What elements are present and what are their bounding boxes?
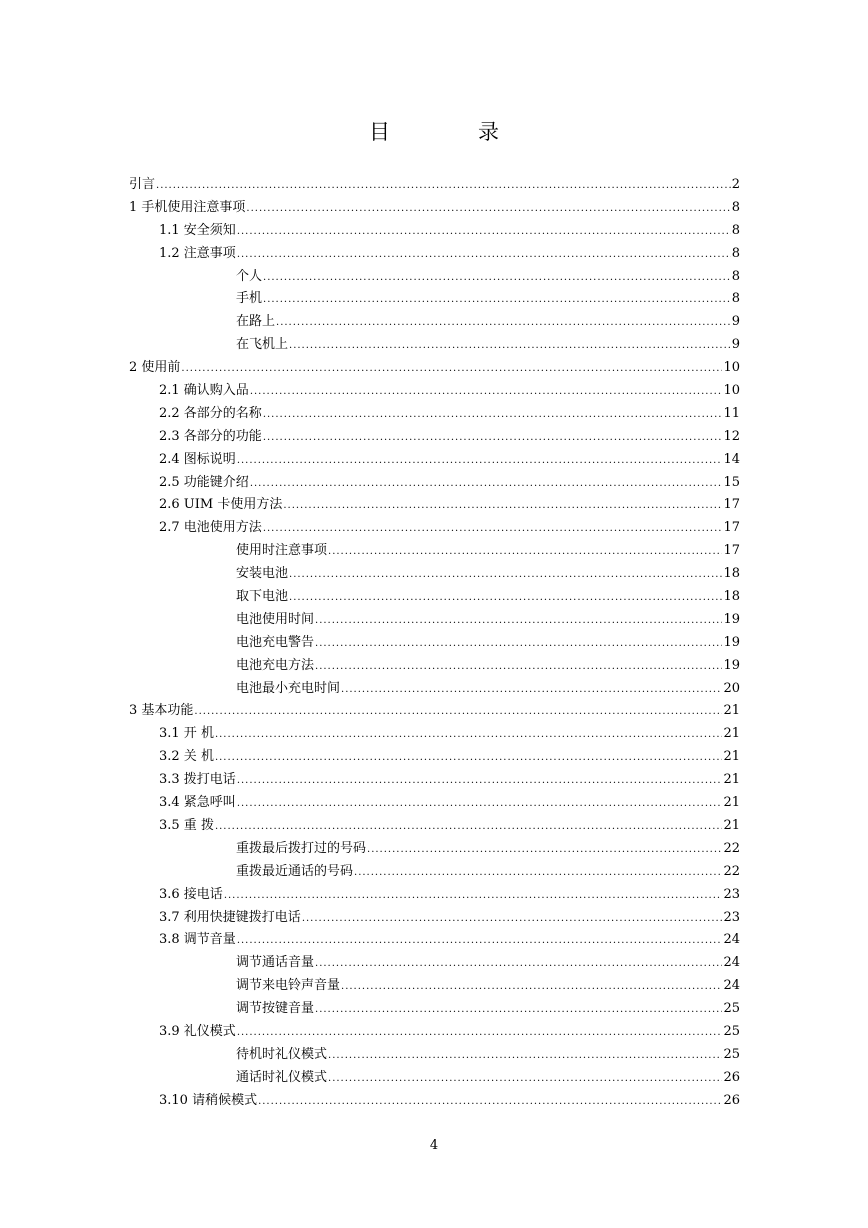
- toc-entry[interactable]: [129, 449, 740, 472]
- toc-entry-page-number: 9: [731, 314, 740, 330]
- toc-entry-page-number: 19: [723, 657, 740, 673]
- toc-dot-leader: [276, 312, 731, 335]
- title-left-char: 目: [369, 120, 390, 144]
- toc-entry[interactable]: [129, 929, 740, 952]
- toc-entry-page-number: 2: [731, 177, 740, 192]
- toc-dot-leader: [315, 953, 722, 976]
- toc-entry-label: 3.4 紧急呼叫: [159, 795, 236, 811]
- toc-dot-leader: [215, 747, 723, 770]
- toc-entry[interactable]: [129, 769, 740, 792]
- toc-entry-label: 3.5 重 拨: [159, 817, 214, 833]
- toc-dot-leader: [315, 999, 722, 1022]
- toc-entry[interactable]: [129, 288, 740, 311]
- toc-entry-label: 3.7 利用快捷键拨打电话: [159, 909, 301, 925]
- toc-entry[interactable]: [129, 1067, 740, 1090]
- toc-entry-label: 1.2 注意事项: [159, 245, 236, 261]
- toc-entry-label: 在路上: [236, 314, 276, 330]
- toc-entry-label: 3 基本功能: [129, 703, 194, 719]
- toc-entry-page-number: 9: [731, 337, 740, 353]
- toc-entry-label: 3.1 开 机: [159, 726, 214, 742]
- toc-entry-page-number: 26: [723, 1069, 740, 1085]
- toc-entry-page-number: 23: [723, 886, 740, 902]
- toc-entry-label: 2.6 UIM 卡使用方法: [159, 497, 283, 513]
- toc-entry-page-number: 20: [723, 680, 740, 696]
- page-title: [0, 116, 868, 146]
- toc-entry-page-number: 23: [723, 909, 740, 925]
- toc-entry[interactable]: [129, 723, 740, 746]
- toc-entry-label: 调节通话音量: [236, 955, 315, 971]
- toc-entry-label: 3.6 接电话: [159, 886, 223, 902]
- toc-entry-page-number: 17: [723, 543, 740, 559]
- toc-dot-leader: [283, 495, 722, 518]
- toc-entry-label: 3.8 调节音量: [159, 932, 236, 948]
- toc-dot-leader: [328, 1045, 722, 1068]
- toc-entry-page-number: 21: [723, 795, 740, 811]
- toc-entry-page-number: 25: [723, 1023, 740, 1039]
- toc-entry-label: 在飞机上: [236, 337, 289, 353]
- toc-dot-leader: [263, 289, 731, 312]
- toc-entry-label: 1 手机使用注意事项: [129, 199, 246, 215]
- toc-dot-leader: [328, 541, 722, 564]
- toc-entry-label: 重拨最后拨打过的号码: [236, 840, 367, 856]
- toc-dot-leader: [237, 1022, 723, 1045]
- toc-entry-page-number: 17: [723, 497, 740, 513]
- toc-entry[interactable]: [129, 792, 740, 815]
- toc-entry-label: 手机: [236, 291, 263, 307]
- toc-entry-page-number: 14: [723, 451, 740, 467]
- toc-entry-page-number: 26: [723, 1092, 740, 1108]
- toc-entry-page-number: 19: [723, 634, 740, 650]
- toc-entry-page-number: 21: [723, 703, 740, 719]
- toc-entry[interactable]: [129, 357, 740, 380]
- toc-entry-page-number: 24: [723, 955, 740, 971]
- toc-entry-page-number: 8: [731, 245, 740, 261]
- toc-dot-leader: [263, 267, 731, 290]
- toc-entry[interactable]: [129, 586, 740, 609]
- toc-entry[interactable]: [129, 311, 740, 334]
- toc-entry-page-number: 19: [723, 611, 740, 627]
- toc-entry-label: 2.4 图标说明: [159, 451, 236, 467]
- toc-entry[interactable]: [129, 494, 740, 517]
- toc-dot-leader: [315, 656, 722, 679]
- toc-dot-leader: [289, 587, 722, 610]
- toc-dot-leader: [258, 1091, 722, 1114]
- toc-entry-page-number: 22: [723, 863, 740, 879]
- toc-entry-label: 待机时礼仪模式: [236, 1046, 328, 1062]
- toc-entry-page-number: 10: [723, 360, 740, 376]
- toc-entry-label: 个人: [236, 268, 263, 284]
- toc-entry[interactable]: [129, 563, 740, 586]
- toc-dot-leader: [194, 701, 722, 724]
- toc-entry-page-number: 21: [723, 772, 740, 788]
- toc-entry-label: 电池充电警告: [236, 634, 315, 650]
- toc-entry[interactable]: [129, 403, 740, 426]
- toc-entry-page-number: 24: [723, 932, 740, 948]
- toc-entry[interactable]: [129, 517, 740, 540]
- toc-entry-page-number: 21: [723, 749, 740, 765]
- toc-entry-page-number: 8: [731, 222, 740, 238]
- toc-entry[interactable]: [129, 998, 740, 1021]
- toc-dot-leader: [328, 1068, 722, 1091]
- toc-dot-leader: [237, 770, 723, 793]
- toc-dot-leader: [315, 633, 722, 656]
- toc-entry[interactable]: [129, 975, 740, 998]
- toc-entry-label: 电池最小充电时间: [236, 680, 341, 696]
- toc-entry[interactable]: [129, 1044, 740, 1067]
- toc-entry-page-number: 24: [723, 978, 740, 994]
- toc-dot-leader: [354, 862, 722, 885]
- toc-entry-label: 2 使用前: [129, 360, 181, 376]
- toc-entry-page-number: 18: [723, 589, 740, 605]
- toc-entry[interactable]: [129, 884, 740, 907]
- page-number: 4: [429, 1138, 439, 1153]
- toc-dot-leader: [237, 450, 723, 473]
- toc-dot-leader: [156, 175, 731, 198]
- toc-entry[interactable]: [129, 1021, 740, 1044]
- toc-dot-leader: [289, 335, 731, 358]
- toc-dot-leader: [263, 518, 723, 541]
- table-of-contents: [129, 174, 740, 1113]
- toc-dot-leader: [341, 679, 722, 702]
- toc-entry-label: 3.10 请稍候模式: [159, 1092, 258, 1108]
- toc-entry-label: 2.1 确认购入品: [159, 383, 249, 399]
- toc-dot-leader: [341, 976, 722, 999]
- toc-dot-leader: [215, 724, 723, 747]
- toc-entry-page-number: 21: [723, 817, 740, 833]
- toc-dot-leader: [263, 404, 723, 427]
- toc-entry-page-number: 18: [723, 566, 740, 582]
- toc-entry-page-number: 8: [731, 291, 740, 307]
- toc-dot-leader: [367, 839, 722, 862]
- toc-entry-label: 3.9 礼仪模式: [159, 1023, 236, 1039]
- toc-entry[interactable]: [129, 952, 740, 975]
- toc-entry-page-number: 12: [723, 428, 740, 444]
- toc-entry[interactable]: [129, 609, 740, 632]
- toc-entry-label: 2.3 各部分的功能: [159, 428, 262, 444]
- toc-entry-page-number: 11: [723, 405, 740, 421]
- toc-entry-page-number: 17: [723, 520, 740, 536]
- toc-entry-label: 2.2 各部分的名称: [159, 405, 262, 421]
- toc-dot-leader: [315, 610, 722, 633]
- toc-entry[interactable]: [129, 678, 740, 701]
- toc-entry[interactable]: [129, 815, 740, 838]
- toc-entry-label: 引言: [129, 177, 156, 192]
- toc-entry[interactable]: [129, 472, 740, 495]
- toc-entry-label: 电池充电方法: [236, 657, 315, 673]
- toc-entry-label: 2.5 功能键介绍: [159, 474, 249, 490]
- toc-dot-leader: [289, 564, 722, 587]
- toc-dot-leader: [237, 221, 731, 244]
- toc-entry[interactable]: [129, 266, 740, 289]
- toc-entry[interactable]: [129, 655, 740, 678]
- toc-entry[interactable]: [129, 426, 740, 449]
- toc-entry-page-number: 22: [723, 840, 740, 856]
- toc-entry[interactable]: [129, 334, 740, 357]
- toc-dot-leader: [250, 473, 723, 496]
- toc-entry-label: 取下电池: [236, 589, 289, 605]
- toc-dot-leader: [246, 198, 730, 221]
- toc-entry[interactable]: [129, 243, 740, 266]
- toc-entry-page-number: 21: [723, 726, 740, 742]
- toc-entry-page-number: 25: [723, 1046, 740, 1062]
- toc-entry-label: 电池使用时间: [236, 611, 315, 627]
- toc-entry-label: 调节来电铃声音量: [236, 978, 341, 994]
- toc-dot-leader: [215, 816, 723, 839]
- toc-entry-label: 使用时注意事项: [236, 543, 328, 559]
- toc-entry[interactable]: [129, 632, 740, 655]
- toc-dot-leader: [302, 908, 723, 931]
- toc-entry[interactable]: [129, 220, 740, 243]
- toc-entry[interactable]: [129, 1090, 740, 1113]
- toc-dot-leader: [224, 885, 723, 908]
- toc-entry[interactable]: [129, 838, 740, 861]
- toc-entry-label: 调节按键音量: [236, 1001, 315, 1017]
- toc-entry-label: 2.7 电池使用方法: [159, 520, 262, 536]
- title-right-char: 录: [478, 120, 499, 144]
- toc-dot-leader: [250, 381, 723, 404]
- toc-entry-page-number: 10: [723, 383, 740, 399]
- toc-dot-leader: [237, 930, 723, 953]
- toc-entry[interactable]: [129, 861, 740, 884]
- toc-entry[interactable]: [129, 540, 740, 563]
- toc-dot-leader: [237, 244, 731, 267]
- toc-entry-label: 1.1 安全须知: [159, 222, 236, 238]
- toc-entry-page-number: 8: [731, 199, 740, 215]
- toc-entry-page-number: 8: [731, 268, 740, 284]
- toc-entry[interactable]: [129, 700, 740, 723]
- toc-entry[interactable]: [129, 380, 740, 403]
- toc-entry[interactable]: [129, 197, 740, 220]
- toc-entry[interactable]: [129, 746, 740, 769]
- toc-dot-leader: [181, 358, 722, 381]
- toc-entry-label: 重拨最近通话的号码: [236, 863, 354, 879]
- toc-entry-label: 3.3 拨打电话: [159, 772, 236, 788]
- toc-entry-page-number: 25: [723, 1001, 740, 1017]
- toc-entry-label: 3.2 关 机: [159, 749, 214, 765]
- toc-dot-leader: [237, 793, 723, 816]
- toc-dot-leader: [263, 427, 723, 450]
- toc-entry-label: 安装电池: [236, 566, 289, 582]
- toc-entry[interactable]: [129, 174, 740, 197]
- toc-entry-label: 通话时礼仪模式: [236, 1069, 328, 1085]
- toc-entry[interactable]: [129, 907, 740, 930]
- toc-entry-page-number: 15: [723, 474, 740, 490]
